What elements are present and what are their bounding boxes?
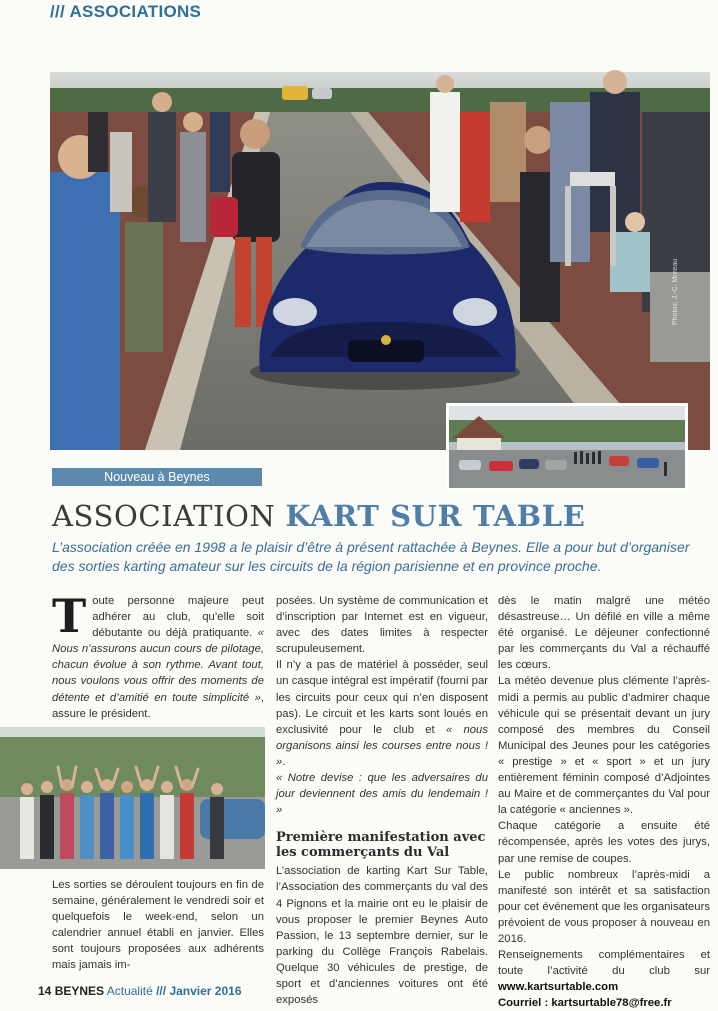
brand-sub: Actualité (104, 984, 153, 998)
article-lede: L’association créée en 1998 a le plaisir d’être à présent rattachée à Beynes. Elle a pour but d’organiser des sorties karting amateur sur les circuits de la région parisienne et en province proche. (52, 539, 690, 574)
text-run: Il n’y a pas de matériel à posséder, seul un casque intégral est impératif (fourni par les circuits pour ceux qui n’en disposent pas). Le circuit et les karts sont loués en exclusivité pour le club et (276, 659, 488, 736)
paragraph-inscription: posées. Un système de communication et d’inscription par Internet est en vigueur, avec des dates limites à respecter scrupuleusement. (276, 595, 488, 656)
column-1-top (52, 589, 264, 722)
parking-photo (449, 406, 685, 488)
text-run: Renseignements complémentaires et toute l’activité du club sur (498, 949, 710, 978)
footer-slashes: /// (152, 984, 170, 998)
paragraph-recompenses: Chaque catégorie a ensuite été récompensée, après les votes des jurys, par une remise de coupes. (498, 820, 710, 865)
magazine-brand (55, 984, 153, 998)
section-header: /// ASSOCIATIONS (50, 2, 202, 21)
text-run: , assure le président. (52, 691, 264, 720)
email-link[interactable]: Courriel : kartsurtable78@free.fr (498, 997, 672, 1010)
title-bold: KART SUR TABLE (285, 499, 586, 533)
website-link[interactable]: www.kartsurtable.com (498, 981, 619, 994)
subheading-premiere-manifestation: Première manifestation avec les commerçants du Val (276, 830, 486, 861)
paragraph-meteo-matin: dès le matin malgré une météo désastreuse… Un défilé en ville a même été organisé. Le déjeuner confectionné par les commerçants du Val a réchauffé les cœurs. (498, 595, 710, 672)
paragraph-intro (52, 589, 264, 722)
paragraph-devise: « Notre devise : que les adversaires du jour deviennent des amis du lendemain ! » (276, 772, 488, 817)
paragraph-jury: La météo devenue plus clémente l’après-midi a permis au public d’admirer chaque véhicule qui se présentait devant un jury composé des membres du Conseil Municipal des Jeunes pour les catégories « prestige » et « sport » et un jury entièrement féminin composé d’Adjointes au Maire et de commerçantes du Val pour la catégorie « anciennes ». (498, 675, 710, 817)
paragraph-renseignements (498, 947, 710, 995)
issue-date: Janvier 2016 (169, 984, 242, 998)
quote-president: « Nous n’assurons aucun cours de pilotage, chacun évolue à son rythme. Avant tout, nous voulons vous offrir des moments de détente et d’amitié en toute simplicité » (52, 627, 264, 704)
car-show-photo (50, 72, 710, 450)
column-2 (276, 593, 488, 1008)
text-run: oute personne majeure peut adhérer au club, qu’elle soit débutante ou déjà pratiquante. (92, 595, 264, 640)
club-members-photo (0, 727, 265, 869)
text-run: . (282, 755, 286, 768)
photo-credit: Photos: J.-C. Moreau (672, 258, 679, 325)
main-photo (50, 72, 710, 450)
inset-photo (446, 403, 688, 491)
paragraph-materiel (276, 657, 488, 770)
brand-name: BEYNES (54, 984, 105, 998)
paragraph-beynes-auto-passion: L’association de karting Kart Sur Table, l’Association des commerçants du val des 4 Pignons et la mairie ont eu le plaisir de vous proposer le premier Beynes Auto Passion, le 13 septembre dernier, sur le parking du Collège François Rabelais. Quelque 30 véhicules de prestige, de sport et d’anciennes voitures ont été exposés (276, 865, 488, 1007)
group-photo (0, 727, 265, 869)
title-light: ASSOCIATION (52, 499, 286, 533)
page-footer (38, 984, 242, 998)
tag-nouveau-a-beynes: Nouveau à Beynes (52, 468, 262, 486)
quote-courses: « nous organisons ainsi les courses entre nous ! » (276, 723, 488, 768)
article-title (52, 499, 585, 534)
drop-cap: T (52, 589, 87, 643)
paragraph-public: Le public nombreux l’après-midi a manifesté son intérêt et sa satisfaction pour cet événement que les organisateurs prévoient de vous proposer à nouveau en 2016. (498, 868, 710, 945)
column-1-bottom (52, 877, 264, 974)
page-number: 14 (38, 984, 52, 998)
paragraph-sorties: Les sorties se déroulent toujours en fin de semaine, généralement le vendredi soir et quelquefois le week-end, selon un calendrier annuel établi en janvier. Elles sont toujours proposées aux adhérents mais jamais im- (52, 879, 264, 972)
column-3 (498, 593, 710, 1011)
